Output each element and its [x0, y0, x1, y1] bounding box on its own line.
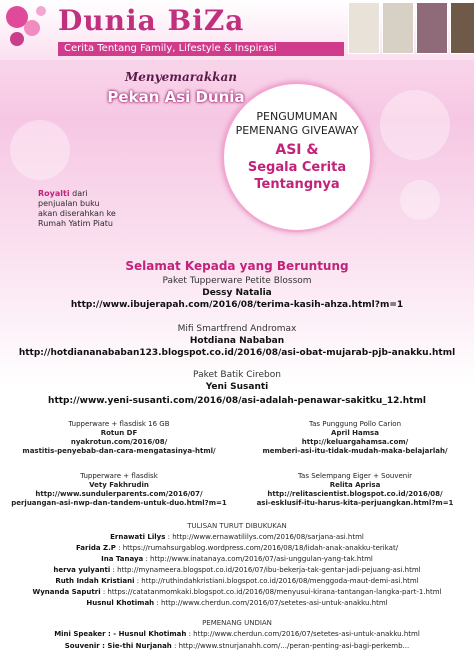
- bokeh-decoration: [380, 90, 450, 160]
- winner-link[interactable]: http://www.ibujerapah.com/2016/08/terima-kasih-ahza.html?m=1: [70, 300, 404, 310]
- list-item: [0, 577, 474, 585]
- announcement-circle: [222, 82, 372, 232]
- list-item: [0, 544, 474, 552]
- product-image: [416, 2, 448, 54]
- author-link[interactable]: : http://ruthindahkristiani.blogspot.co.id/2016/08/menggoda-maut-demi-asi.html: [134, 577, 419, 585]
- list-item: [0, 630, 474, 638]
- brand-tagline: Cerita Tentang Family, Lifestyle & Inspirasi: [58, 42, 344, 56]
- winner-link[interactable]: http://www.yeni-susanti.com/2016/08/asi-adalah-penawar-sakitku_12.html: [48, 396, 426, 406]
- header: [0, 0, 474, 60]
- announcement-line: ASI &: [275, 142, 319, 158]
- product-image: [382, 2, 414, 54]
- winner-name: Hotdiana Nababan: [189, 336, 285, 346]
- product-thumbnails: [348, 2, 474, 54]
- royalti-note: [38, 189, 118, 229]
- undian-label: Mini Speaker : - Husnul Khotimah: [54, 630, 187, 638]
- winner-name: Vety Fakhrudin: [89, 481, 149, 489]
- prize-label: Paket Tupperware Petite Blossom: [162, 276, 312, 286]
- winner-link[interactable]: nyakrotun.com/2016/08/: [70, 438, 168, 446]
- winner-name: Yeni Susanti: [205, 382, 269, 392]
- list-item: [0, 588, 474, 596]
- winner-link[interactable]: asi-esklusif-itu-harus-kita-perjuangkan.html?m=1: [256, 499, 454, 507]
- winner-link[interactable]: http://hotdiananababan123.blogspot.co.id/2016/08/asi-obat-mujarab-pjb-anakku.html: [18, 348, 456, 358]
- prize-label: Paket Batik Cirebon: [193, 370, 281, 380]
- product-image: [450, 2, 474, 54]
- author-name: Husnul Khotimah: [86, 599, 155, 607]
- author-name: Ruth Indah Kristiani: [55, 577, 135, 585]
- author-name: Farida Z.P: [75, 544, 116, 552]
- winner-name: Rotun DF: [100, 429, 138, 437]
- royalti-bold: Royalti: [38, 189, 70, 198]
- tulisan-heading: TULISAN TURUT DIBUKUKAN: [187, 522, 287, 530]
- winner-name: Relita Aprisa: [329, 481, 381, 489]
- author-link[interactable]: : https://rumahsurgablog.wordpress.com/2016/08/18/lidah-anak-anakku-terikat/: [115, 544, 399, 552]
- author-link[interactable]: : http://www.inatanaya.com/2016/07/asi-unggulan-yang-tak.html: [143, 555, 373, 563]
- congrats-heading: Selamat Kepada yang Beruntung: [125, 259, 349, 273]
- announcement-line: PEMENANG GIVEAWAY: [235, 124, 359, 137]
- brand-title: Dunia BiZa: [58, 4, 245, 37]
- grid-winner: [240, 472, 470, 508]
- prize-label: Tupperware + flasdisk: [80, 472, 158, 480]
- royalti-text: dari penjualan buku akan diserahkan ke Rumah Yatim Piatu: [38, 189, 116, 228]
- prize-label: Tas Selempang Eiger + Souvenir: [297, 472, 413, 480]
- author-link[interactable]: : http://www.cherdun.com/2016/07/setetes-asi-untuk-anakku.html: [154, 599, 388, 607]
- winner-link[interactable]: mastitis-penyebab-dan-cara-mengatasinya-html/: [22, 447, 216, 455]
- list-item: [0, 533, 474, 541]
- bokeh-decoration: [400, 180, 440, 220]
- author-name: herva yulyanti: [53, 566, 111, 574]
- author-link[interactable]: : http://www.ernawatililys.com/2016/08/sarjana-asi.html: [165, 533, 364, 541]
- winner-link[interactable]: http://www.sundulerparents.com/2016/07/: [35, 490, 203, 498]
- grid-winner: [4, 472, 234, 508]
- promo-title: Pekan Asi Dunia: [107, 88, 245, 106]
- winner-link[interactable]: http://relitascientist.blogspot.co.id/2016/08/: [267, 490, 443, 498]
- list-item: [0, 599, 474, 607]
- author-link[interactable]: : https://catatanmomkaki.blogspot.co.id/2016/08/menyusui-kirana-tantangan-langka-part-1.html: [100, 588, 442, 596]
- grid-winner: [240, 420, 470, 456]
- list-item: [0, 642, 474, 650]
- winner-link[interactable]: perjuangan-asi-nwp-dan-tandem-untuk-duo.html?m=1: [11, 499, 227, 507]
- winner-link[interactable]: http://keluargahamsa.com/: [301, 438, 409, 446]
- author-link[interactable]: : http://mynameera.blogspot.co.id/2016/07/ibu-bekerja-tak-gentar-jadi-pejuang-asi.html: [110, 566, 421, 574]
- list-item: [0, 555, 474, 563]
- undian-link[interactable]: : http://www.stnurjanahh.com/.../peran-penting-asi-bagi-perkemb...: [171, 642, 410, 650]
- announcement-line: Tentangnya: [254, 177, 340, 192]
- prize-label: Mifi Smartfrend Andromax: [177, 324, 297, 334]
- prize-label: Tas Punggung Pollo Carion: [308, 420, 402, 428]
- announcement-line: Segala Cerita: [247, 160, 347, 175]
- flower-decoration: [36, 6, 46, 16]
- winner-link[interactable]: memberi-asi-itu-tidak-mudah-maka-belajarlah/: [262, 447, 448, 455]
- undian-label: Souvenir : Sie-thi Nurjanah: [64, 642, 172, 650]
- promo-subtitle: Menyemarakkan: [125, 70, 237, 84]
- winner-name: Dessy Natalia: [202, 288, 272, 298]
- author-name: Ernawati Lilys: [110, 533, 166, 541]
- product-image: [348, 2, 380, 54]
- winner-name: April Hamsa: [331, 429, 379, 437]
- flower-decoration: [10, 32, 24, 46]
- undian-link[interactable]: : http://www.cherdun.com/2016/07/setetes-asi-untuk-anakku.html: [186, 630, 420, 638]
- flower-decoration: [24, 20, 40, 36]
- list-item: [0, 566, 474, 574]
- author-name: Wynanda Saputri: [32, 588, 101, 596]
- announcement-line: PENGUMUMAN: [256, 110, 338, 123]
- undian-heading: PEMENANG UNDIAN: [202, 619, 272, 627]
- prize-label: Tupperware + flasdisk 16 GB: [68, 420, 170, 428]
- grid-winner: [4, 420, 234, 456]
- author-name: Ina Tanaya: [101, 555, 144, 563]
- bokeh-decoration: [10, 120, 70, 180]
